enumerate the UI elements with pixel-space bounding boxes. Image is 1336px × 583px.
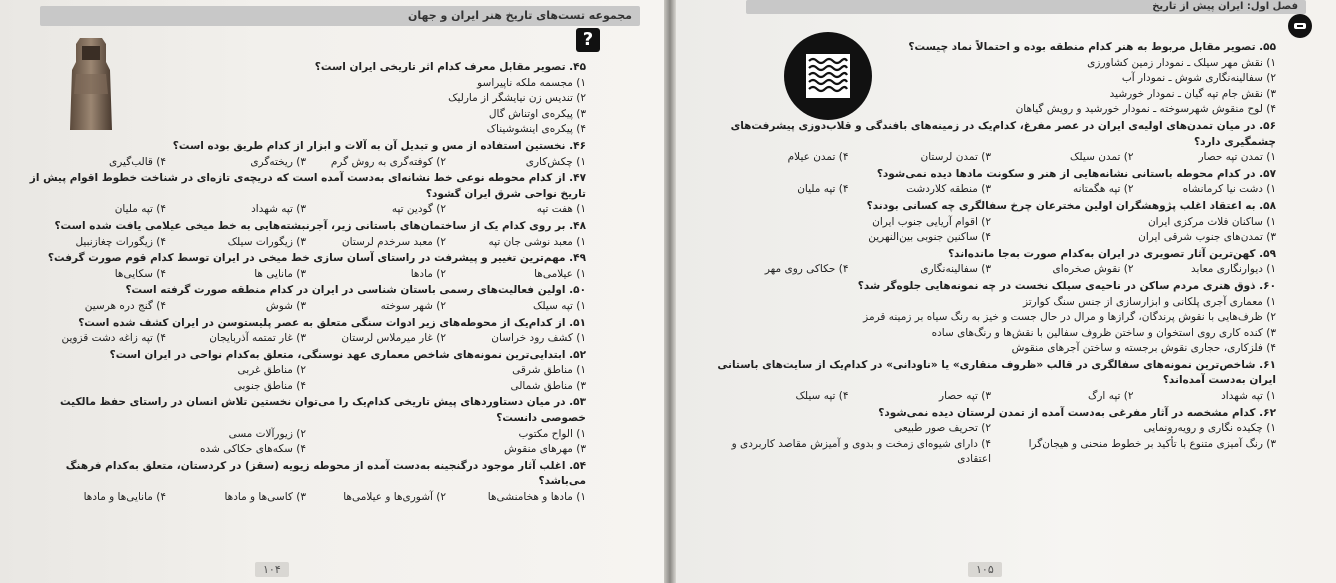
question-item bbox=[26, 251, 586, 282]
question-text bbox=[26, 316, 586, 332]
question-stem: بر روی کدام یک از ساختمان‌های باستانی زیر، آجرنبشته‌هایی به خط میخی عیلامی یافت شده است؟ bbox=[54, 219, 566, 232]
question-number: ۴۹. bbox=[569, 252, 586, 265]
left-page bbox=[0, 0, 664, 583]
question-item bbox=[706, 279, 1276, 357]
question-text bbox=[706, 199, 1276, 215]
chapter-logo-icon bbox=[1288, 14, 1312, 38]
question-item bbox=[26, 459, 586, 506]
question-number: ۴۷. bbox=[569, 172, 586, 185]
answer-option: ۲) معبد سرخدم لرستان bbox=[341, 235, 446, 248]
question-number: ۵۴. bbox=[569, 459, 586, 472]
answer-option: ۱) کشف رود خراسان bbox=[491, 332, 586, 345]
answer-option: ۳) غار تمتمه آذربایجان bbox=[209, 332, 306, 345]
question-text bbox=[706, 358, 1276, 389]
question-stem: ذوق هنری مردم ساکن در ناحیه‌ی سیلک نخست در چه نمونه‌هایی جلوه‌گر شد؟ bbox=[857, 279, 1256, 292]
right-page-header: فصل اول: ایران پیش از تاریخ bbox=[746, 0, 1306, 14]
answer-option: ۴) مانایی‌ها و مادها bbox=[83, 491, 166, 504]
answer-options bbox=[26, 235, 586, 251]
answer-option: ۳) تپه شهداد bbox=[251, 203, 306, 216]
answer-option: ۳) مناطق شمالی bbox=[510, 379, 586, 392]
answer-option: ۴) تپه زاغه دشت قزوین bbox=[61, 332, 166, 345]
answer-option: ۴) سکه‌های حکاکی شده bbox=[200, 443, 306, 456]
question-stem: نخستین استفاده از مس و تبدیل آن به آلات و ابزار از کدام طریق بوده است؟ bbox=[172, 139, 566, 152]
answer-option: ۲) تپه هگمتانه bbox=[1073, 183, 1134, 196]
answer-option: ۱) نقش مهر سیلک ـ نمودار زمین کشاورزی bbox=[1087, 56, 1276, 69]
answer-option: ۲) اقوام آریایی جنوب ایران bbox=[872, 215, 991, 228]
question-text bbox=[706, 247, 1276, 263]
question-number: ۵۰. bbox=[569, 284, 586, 297]
answer-options bbox=[26, 427, 586, 458]
answer-option: ۲) تندیس زن نیایشگر از مارلیک bbox=[448, 92, 586, 105]
answer-option: ۴) ساکنین جنوبی بین‌النهرین bbox=[868, 231, 991, 244]
answer-option: ۳) تمدن لرستان bbox=[920, 151, 991, 164]
question-item bbox=[26, 139, 586, 170]
question-stem: از کدام محوطه نوعی خط نشانه‌ای به‌دست آمده است که دریچه‌ی تازه‌ای در شناخت خطوط اقوام پیش از تاریخ نواحی شرق ایران گشود؟ bbox=[29, 172, 586, 200]
answer-option: ۱) مجسمه ملکه ناپیراسو bbox=[477, 76, 586, 89]
question-stem: مهم‌ترین تغییر و پیشرفت در راستای آسان سازی خط میخی در ایران توسط کدام قوم صورت گرفت؟ bbox=[47, 252, 566, 265]
answer-option: ۲) تمدن سیلک bbox=[1070, 151, 1134, 164]
answer-option: ۴) تپه ملیان bbox=[114, 203, 166, 216]
answer-option: ۲) شهر سوخته bbox=[380, 299, 446, 312]
question-stem: شاخص‌ترین نمونه‌های سفالگری در قالب «ظروف منقاری» یا «ناودانی» در کدام‌یک از سایت‌های باستانی ایران به‌دست آمده‌اند؟ bbox=[717, 358, 1276, 387]
answer-options bbox=[706, 295, 1276, 357]
answer-option: ۲) آشوری‌ها و عیلامی‌ها bbox=[343, 491, 446, 504]
question-item bbox=[26, 60, 586, 138]
question-text bbox=[26, 395, 586, 426]
answer-option: ۲) ظرف‌هایی با نقوش پرندگان، گرازها و مرال در حال جست و خیز به رنگ سیاه بر زمینه قرمز bbox=[863, 311, 1276, 324]
answer-options bbox=[26, 267, 586, 283]
question-text bbox=[706, 40, 1276, 56]
answer-option: ۲) مناطق غربی bbox=[237, 364, 306, 377]
answer-option: ۲) کوفته‌گری به روش گرم bbox=[330, 155, 446, 168]
question-stem: در کدام محوطه باستانی نشانه‌هایی از هنر و سکونت مادها دیده نمی‌شود؟ bbox=[876, 167, 1256, 180]
question-text bbox=[706, 279, 1276, 295]
question-item bbox=[706, 40, 1276, 118]
question-stem: اغلب آثار موجود درگنجینه به‌دست آمده از محوطه زیویه (سقز) در کردستان، متعلق به‌کدام فرهنگ می‌باشد؟ bbox=[65, 459, 586, 488]
answer-option: ۱) چکیده نگاری و رویه‌رونمایی bbox=[1143, 422, 1276, 435]
question-number: ۵۱. bbox=[569, 316, 586, 329]
question-text bbox=[26, 219, 586, 235]
question-text bbox=[26, 348, 586, 364]
answer-option: ۳) منطقه کلاردشت bbox=[906, 183, 991, 196]
answer-options bbox=[706, 262, 1276, 278]
answer-option: ۲) گودین تپه bbox=[391, 203, 446, 216]
right-page bbox=[676, 0, 1336, 583]
question-stem: تصویر مقابل معرف کدام اثر تاریخی ایران است؟ bbox=[314, 61, 566, 73]
question-number: ۵۸. bbox=[1259, 199, 1276, 212]
answer-options bbox=[26, 155, 586, 171]
question-number: ۴۵. bbox=[569, 61, 586, 73]
question-stem: در میان دستاوردهای پیش تاریخی کدام‌یک را می‌توان نخستین تلاش انسان در راستای حفظ مالکیت خصوصی دانست؟ bbox=[60, 396, 586, 425]
answer-option: ۱) هفت تپه bbox=[536, 203, 586, 216]
answer-option: ۴) فلزکاری، حجاری نقوش برجسته و ساختن آجرهای منقوش bbox=[1011, 342, 1276, 355]
answer-option: ۱) دیوارنگاری معابد bbox=[1191, 263, 1276, 276]
question-stem: کهن‌ترین آثار تصویری در ایران به‌کدام صورت به‌جا مانده‌اند؟ bbox=[948, 247, 1256, 260]
answer-options bbox=[26, 76, 586, 138]
answer-options bbox=[706, 182, 1276, 198]
answer-options bbox=[706, 56, 1276, 118]
question-stem: تصویر مقابل مربوط به هنر کدام منطقه بوده و احتمالاً نماد چیست؟ bbox=[908, 41, 1256, 53]
answer-option: ۲) تپه ارگ bbox=[1087, 390, 1134, 403]
question-text bbox=[26, 283, 586, 299]
answer-option: ۲) زیورآلات مسی bbox=[228, 427, 306, 440]
question-text bbox=[26, 171, 586, 202]
answer-option: ۲) سفالینه‌نگاری شوش ـ نمودار آب bbox=[1121, 72, 1276, 85]
answer-option: ۲) نقوش صخره‌ای bbox=[1052, 263, 1134, 276]
answer-options bbox=[706, 421, 1276, 468]
question-item bbox=[706, 406, 1276, 468]
question-text bbox=[706, 119, 1276, 150]
answer-option: ۴) حکاکی روی مهر bbox=[764, 263, 849, 276]
question-number: ۵۲. bbox=[569, 348, 586, 361]
question-item bbox=[26, 348, 586, 395]
question-stem: کدام مشخصه در آثار مفرغی به‌دست آمده از تمدن لرستان دیده نمی‌شود؟ bbox=[878, 406, 1256, 419]
answer-option: ۲) مادها bbox=[410, 267, 446, 280]
question-text bbox=[26, 60, 586, 76]
answer-options bbox=[26, 490, 586, 506]
question-item bbox=[706, 358, 1276, 405]
answer-option: ۳) زیگورات سیلک bbox=[227, 235, 306, 248]
right-question-list bbox=[706, 40, 1276, 469]
answer-options bbox=[706, 389, 1276, 405]
question-number: ۵۳. bbox=[569, 396, 586, 409]
question-number: ۵۵. bbox=[1259, 41, 1276, 53]
question-stem: ابتدایی‌ترین نمونه‌های شاخص معماری عهد نوسنگی، متعلق به‌کدام نواحی در ایران است؟ bbox=[109, 348, 566, 361]
answer-option: ۳) پیکره‌ی اوتناش گال bbox=[488, 107, 586, 120]
question-number: ۴۶. bbox=[569, 139, 586, 152]
question-number: ۵۷. bbox=[1259, 167, 1276, 180]
answer-option: ۱) تپه شهداد bbox=[1221, 390, 1276, 403]
answer-option: ۱) تپه سیلک bbox=[533, 299, 586, 312]
answer-option: ۴) پیکره‌ی اینشوشیناک bbox=[486, 123, 586, 136]
book-gutter bbox=[664, 0, 676, 583]
answer-option: ۴) دارای شیوه‌ای زمخت و بدوی و آمیزش مقاصد کاربردی و اعتقادی bbox=[731, 437, 991, 466]
question-text bbox=[26, 459, 586, 490]
answer-options bbox=[706, 215, 1276, 246]
question-stem: از کدام‌یک از محوطه‌های زیر ادوات سنگی متعلق به عصر پلیستوسن در ایران کشف شده است؟ bbox=[78, 316, 566, 329]
question-item bbox=[26, 171, 586, 218]
answer-option: ۱) چکش‌کاری bbox=[525, 155, 586, 168]
question-mark-icon: ? bbox=[576, 28, 600, 52]
answer-options bbox=[26, 363, 586, 394]
answer-option: ۳) شوش bbox=[265, 299, 306, 312]
question-stem: اولین فعالیت‌های رسمی باستان شناسی در ایران در کدام منطقه صورت گرفته است؟ bbox=[125, 284, 566, 297]
answer-option: ۴) قالب‌گیری bbox=[109, 155, 166, 168]
answer-option: ۱) تمدن تپه حصار bbox=[1198, 151, 1276, 164]
question-text bbox=[26, 139, 586, 155]
question-item bbox=[26, 316, 586, 347]
question-text bbox=[26, 251, 586, 267]
left-page-number: ۱۰۴ bbox=[255, 562, 289, 577]
question-number: ۴۸. bbox=[569, 219, 586, 232]
answer-option: ۳) کنده کاری روی استخوان و ساختن ظروف سفالین با نقش‌ها و رنگ‌های ساده bbox=[931, 326, 1276, 339]
answer-option: ۱) ساکنان فلات مرکزی ایران bbox=[1147, 215, 1276, 228]
answer-options bbox=[26, 331, 586, 347]
answer-option: ۳) تمدن‌های جنوب شرقی ایران bbox=[1138, 231, 1276, 244]
answer-option: ۱) الواح مکتوب bbox=[518, 427, 586, 440]
answer-option: ۱) مادها و هخامنشی‌ها bbox=[487, 491, 586, 504]
answer-option: ۱) مناطق شرقی bbox=[512, 364, 586, 377]
question-number: ۶۰. bbox=[1259, 279, 1276, 292]
answer-option: ۳) سفالینه‌نگاری bbox=[920, 263, 991, 276]
question-number: ۵۶. bbox=[1259, 119, 1276, 132]
answer-option: ۴) تپه سیلک bbox=[795, 390, 849, 403]
answer-option: ۴) زیگورات چغازنبیل bbox=[75, 235, 166, 248]
answer-option: ۴) لوح منقوش شهرسوخته ـ نمودار خورشید و رویش گیاهان bbox=[1015, 103, 1276, 116]
answer-option: ۱) عیلامی‌ها bbox=[534, 267, 586, 280]
answer-option: ۲) غار میرملاس لرستان bbox=[341, 332, 446, 345]
question-stem: در میان تمدن‌های اولیه‌ی ایران در عصر مفرغ، کدام‌یک در زمینه‌های بافندگی و قلاب‌دوزی پیشرفت‌های چشمگیری دارد؟ bbox=[730, 119, 1276, 148]
question-item bbox=[706, 247, 1276, 278]
answer-option: ۳) مهرهای منقوش bbox=[504, 443, 586, 456]
right-page-number: ۱۰۵ bbox=[968, 562, 1002, 577]
answer-option: ۱) معبد نوشی جان تپه bbox=[488, 235, 586, 248]
answer-option: ۳) مانایی ها bbox=[254, 267, 306, 280]
answer-options bbox=[706, 150, 1276, 166]
answer-option: ۱) دشت نیا کرمانشاه bbox=[1182, 183, 1276, 196]
answer-option: ۴) تپه ملیان bbox=[797, 183, 849, 196]
answer-options bbox=[26, 299, 586, 315]
question-item bbox=[706, 119, 1276, 166]
answer-option: ۲) تحریف صور طبیعی bbox=[894, 422, 991, 435]
answer-option: ۴) گنج دره هرسین bbox=[84, 299, 166, 312]
answer-option: ۳) تپه حصار bbox=[939, 390, 991, 403]
question-item bbox=[26, 283, 586, 314]
question-number: ۶۱. bbox=[1259, 358, 1276, 371]
answer-option: ۳) رنگ آمیزی متنوع با تأکید بر خطوط منحنی و هیجان‌گرا bbox=[1028, 437, 1276, 450]
answer-option: ۴) تمدن عیلام bbox=[787, 151, 849, 164]
question-text bbox=[706, 406, 1276, 422]
question-item bbox=[26, 219, 586, 250]
question-item bbox=[26, 395, 586, 457]
question-text bbox=[706, 167, 1276, 183]
answer-option: ۱) معماری آجری پلکانی و ابزارسازی از جنس سنگ کوارتز bbox=[1022, 295, 1276, 308]
question-stem: به اعتقاد اغلب پژوهشگران اولین مخترعان چرخ سفالگری چه کسانی بودند؟ bbox=[866, 199, 1256, 212]
answer-option: ۳) نقش جام تپه گیان ـ نمودار خورشید bbox=[1109, 87, 1276, 100]
answer-option: ۴) سکایی‌ها bbox=[114, 267, 166, 280]
question-item bbox=[706, 199, 1276, 246]
left-question-list bbox=[26, 60, 586, 507]
question-number: ۶۲. bbox=[1259, 406, 1276, 419]
question-number: ۵۹. bbox=[1259, 247, 1276, 260]
answer-option: ۴) مناطق جنوبی bbox=[233, 379, 306, 392]
question-item bbox=[706, 167, 1276, 198]
answer-option: ۳) ریخته‌گری bbox=[250, 155, 306, 168]
answer-option: ۳) کاسی‌ها و مادها bbox=[224, 491, 306, 504]
left-page-header: مجموعه تست‌های تاریخ هنر ایران و جهان bbox=[40, 6, 640, 26]
answer-options bbox=[26, 202, 586, 218]
